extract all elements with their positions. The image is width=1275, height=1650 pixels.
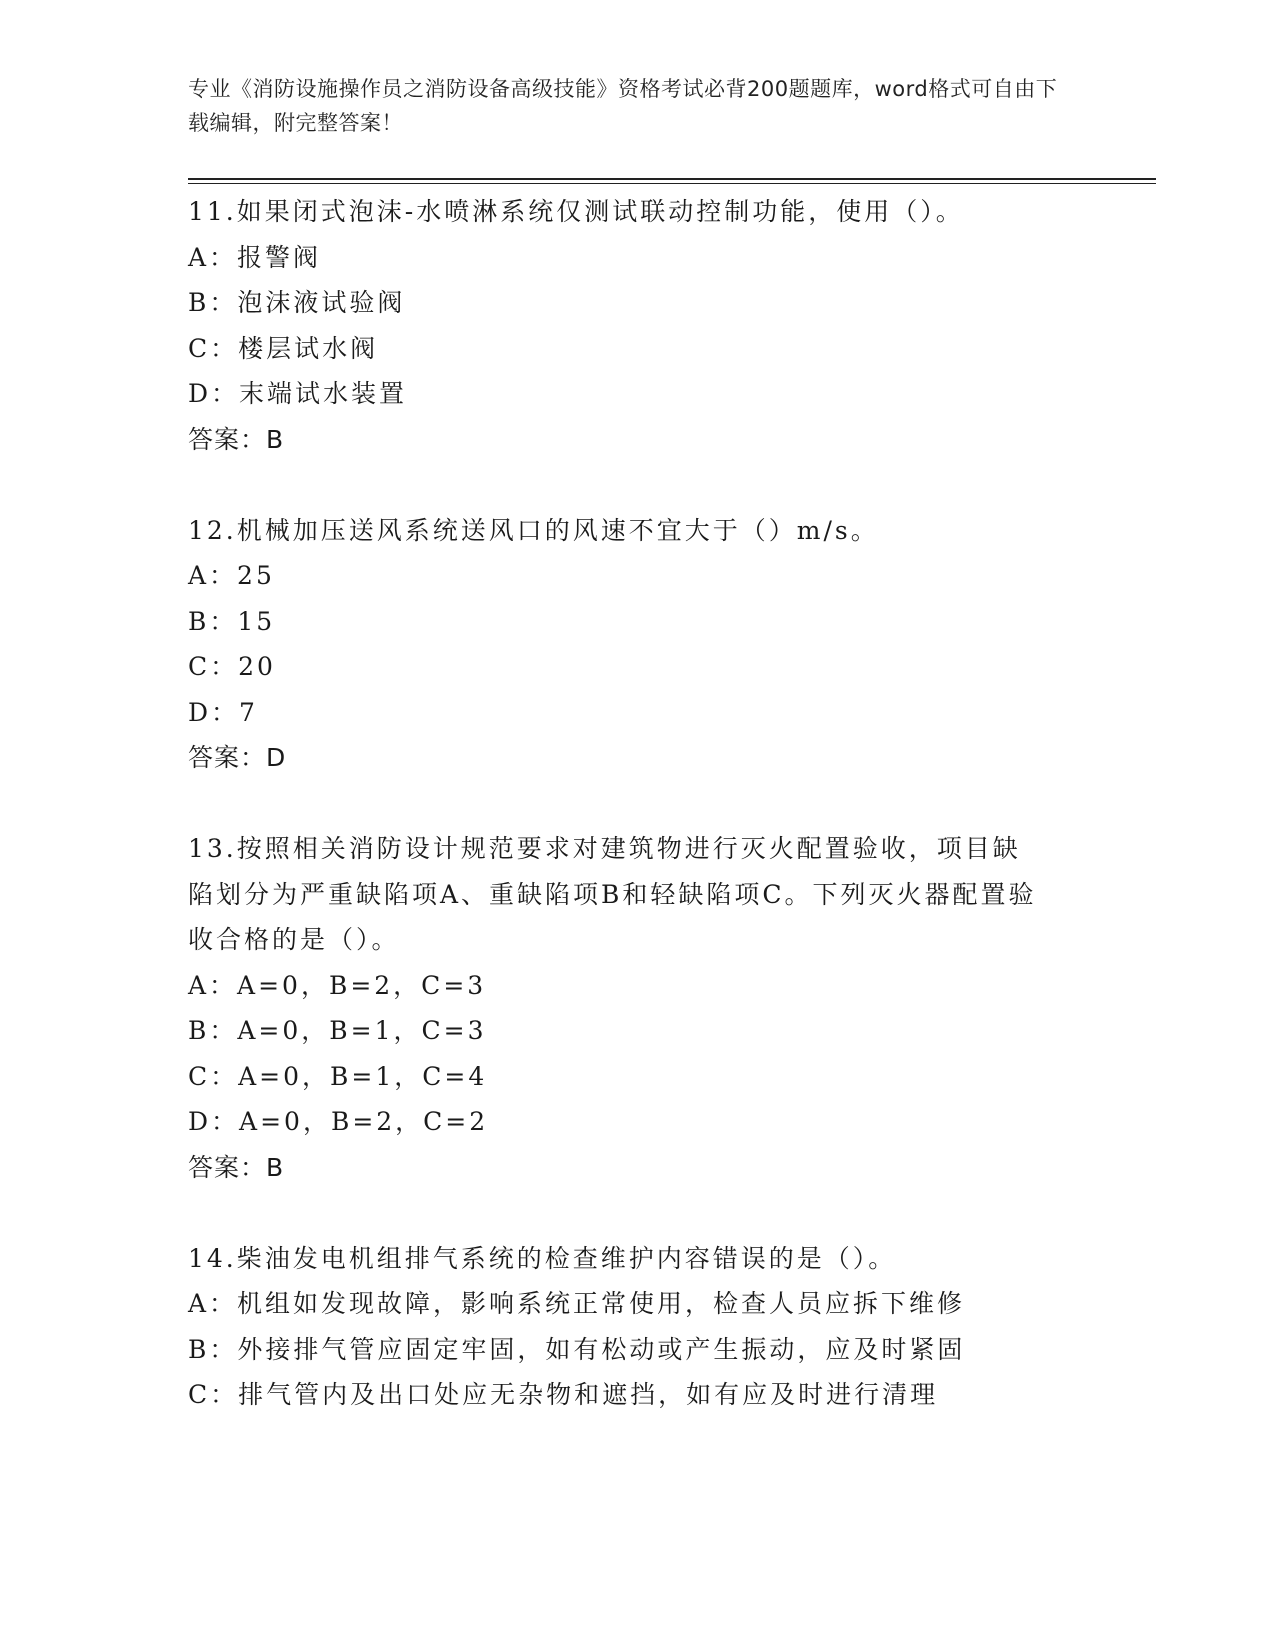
question-11	[188, 189, 1088, 462]
question-stem: 14.柴油发电机组排气系统的检查维护内容错误的是（）。	[188, 1243, 897, 1273]
header-rule-thick	[188, 178, 1156, 180]
question-stem: 13.按照相关消防设计规范要求对建筑物进行灭火配置验收，项目缺陷划分为严重缺陷项A、重缺陷项B和轻缺陷项C。下列灭火器配置验收合格的是（）。	[188, 834, 1037, 954]
question-gap	[188, 462, 1088, 508]
question-gap	[188, 1190, 1088, 1236]
question-list	[188, 189, 1088, 1418]
option-d: D：末端试水装置	[188, 379, 408, 408]
option-d: D：A=0，B=2，C=2	[188, 1107, 489, 1136]
header-rule-thin	[188, 183, 1156, 184]
document-header: 专业《消防设施操作员之消防设备高级技能》资格考试必背200题题库，word格式可自由下载编辑，附完整答案！	[188, 77, 1058, 135]
option-c: C：20	[188, 652, 276, 681]
option-a: A：25	[188, 561, 275, 590]
answer-line: 答案：B	[188, 424, 285, 454]
question-stem: 11.如果闭式泡沫-水喷淋系统仅测试联动控制功能，使用（）。	[188, 197, 964, 226]
answer-line: 答案：D	[188, 743, 287, 772]
option-b: B：外接排气管应固定牢固，如有松动或产生振动，应及时紧固	[188, 1334, 966, 1364]
option-a: A：报警阀	[188, 242, 322, 272]
option-a: A：A=0，B=2，C=3	[188, 970, 487, 1000]
question-14	[188, 1236, 1088, 1418]
question-12	[188, 508, 1088, 781]
option-b: B：泡沫液试验阀	[188, 288, 406, 317]
option-c: C：楼层试水阀	[188, 333, 379, 363]
question-stem: 12.机械加压送风系统送风口的风速不宜大于（）m/s。	[188, 515, 879, 545]
option-a: A：机组如发现故障，影响系统正常使用，检查人员应拆下维修	[188, 1289, 966, 1318]
question-gap	[188, 781, 1088, 827]
option-b: B：15	[188, 606, 276, 636]
question-13	[188, 826, 1088, 1190]
option-d: D：7	[188, 697, 258, 727]
option-c: C：A=0，B=1，C=4	[188, 1061, 488, 1091]
answer-line: 答案：B	[188, 1152, 285, 1182]
option-b: B：A=0，B=1，C=3	[188, 1016, 487, 1045]
option-c: C：排气管内及出口处应无杂物和遮挡，如有应及时进行清理	[188, 1380, 939, 1409]
